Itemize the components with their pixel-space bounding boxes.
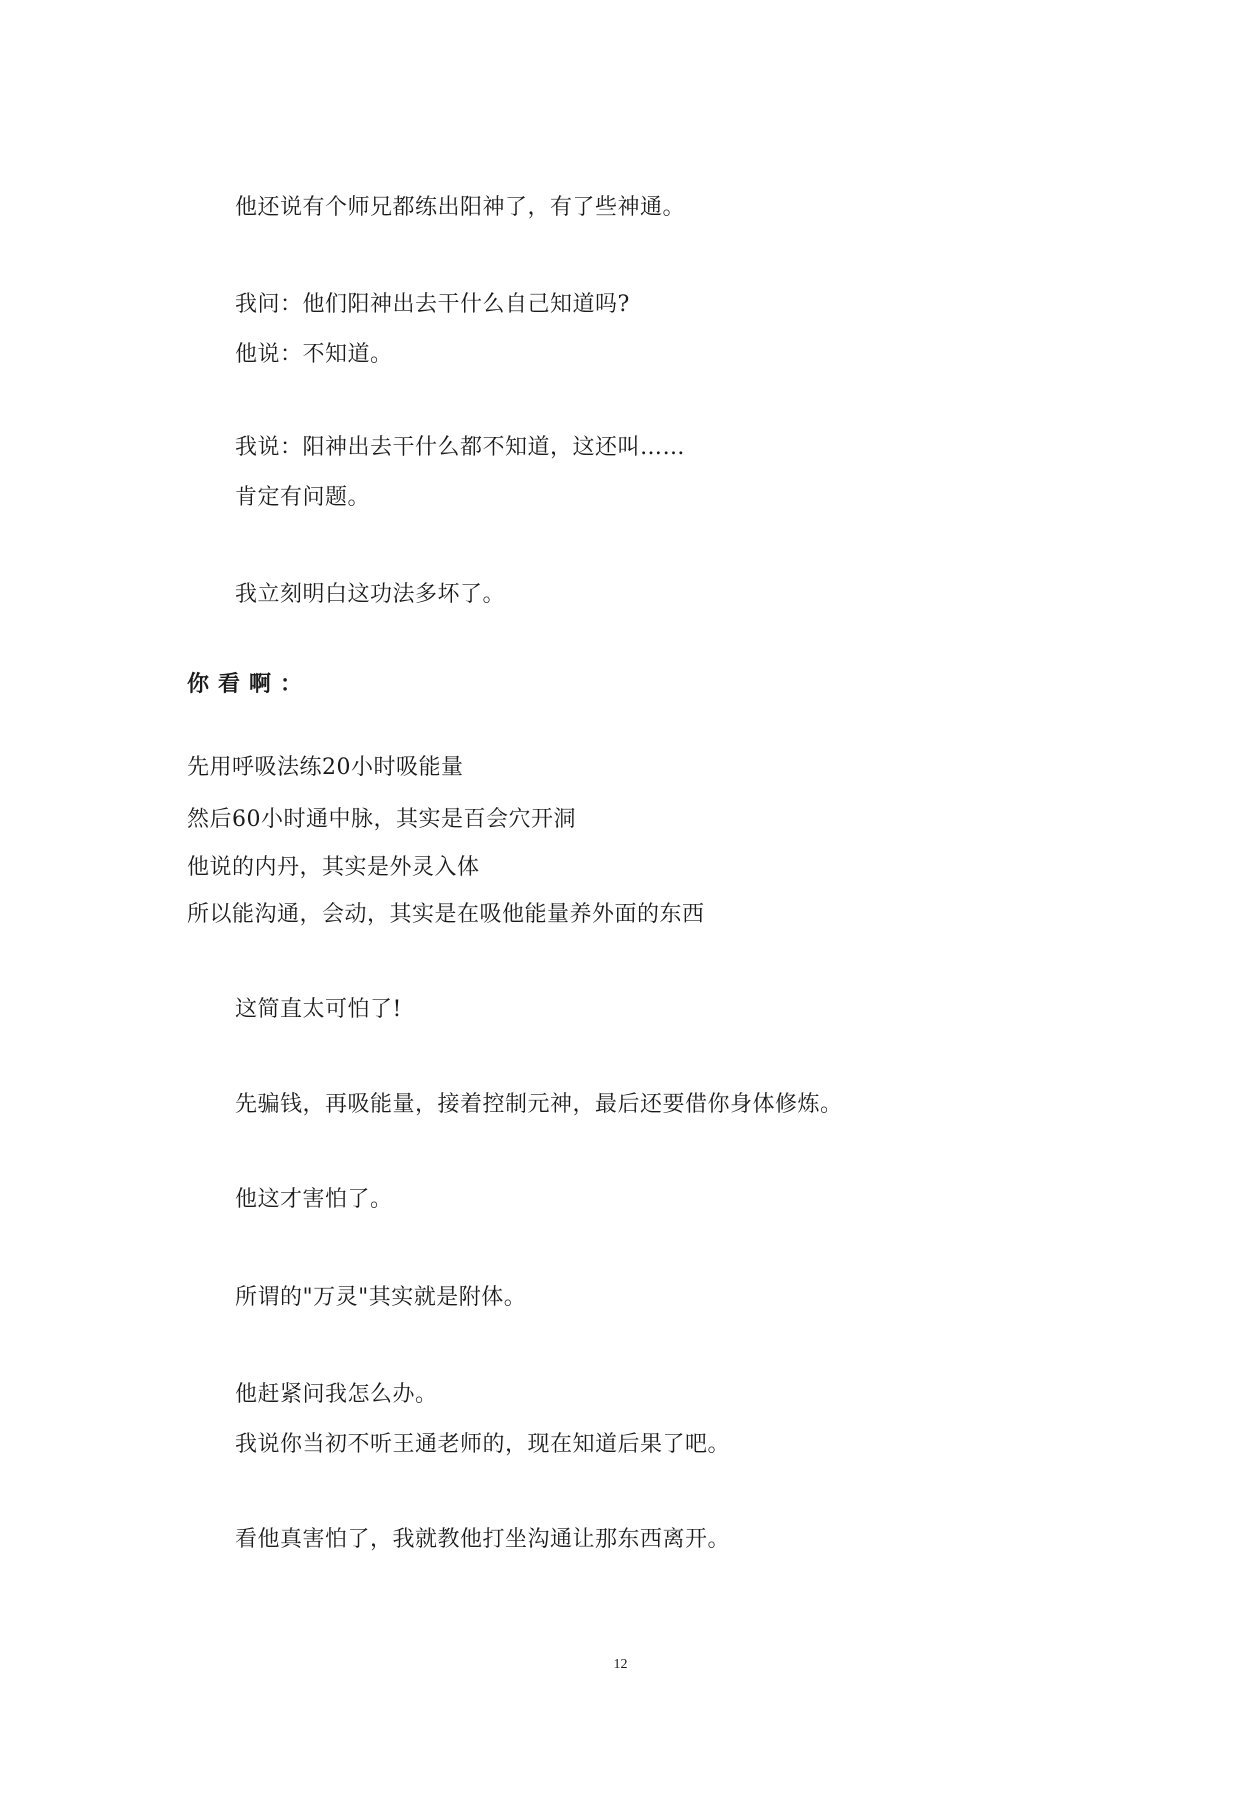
paragraph: 他还说有个师兄都练出阳神了，有了些神通。: [235, 195, 686, 220]
page-number: 12: [613, 1657, 628, 1672]
paragraph: 他赶紧问我怎么办。: [235, 1382, 438, 1407]
section-heading: 你看啊：: [187, 672, 312, 697]
paragraph: 这简直太可怕了!: [235, 997, 402, 1022]
paragraph: 所谓的"万灵"其实就是附体。: [235, 1285, 527, 1310]
paragraph: 我说：阳神出去干什么都不知道，这还叫……: [235, 435, 686, 460]
paragraph: 我说你当初不听王通老师的，现在知道后果了吧。: [235, 1432, 731, 1457]
list-line: 所以能沟通，会动，其实是在吸他能量养外面的东西: [187, 902, 705, 927]
list-line: 他说的内丹，其实是外灵入体: [187, 855, 480, 880]
paragraph: 肯定有问题。: [235, 485, 371, 510]
paragraph: 先骗钱，再吸能量，接着控制元神，最后还要借你身体修炼。: [235, 1092, 843, 1117]
paragraph: 他说：不知道。: [235, 342, 393, 367]
paragraph: 看他真害怕了，我就教他打坐沟通让那东西离开。: [235, 1527, 731, 1552]
list-line: 然后60小时通中脉，其实是百会穴开洞: [187, 807, 576, 832]
paragraph: 他这才害怕了。: [235, 1187, 393, 1212]
list-line: 先用呼吸法练20小时吸能量: [187, 755, 464, 780]
paragraph: 我问：他们阳神出去干什么自己知道吗?: [235, 292, 630, 317]
paragraph: 我立刻明白这功法多坏了。: [235, 582, 506, 607]
